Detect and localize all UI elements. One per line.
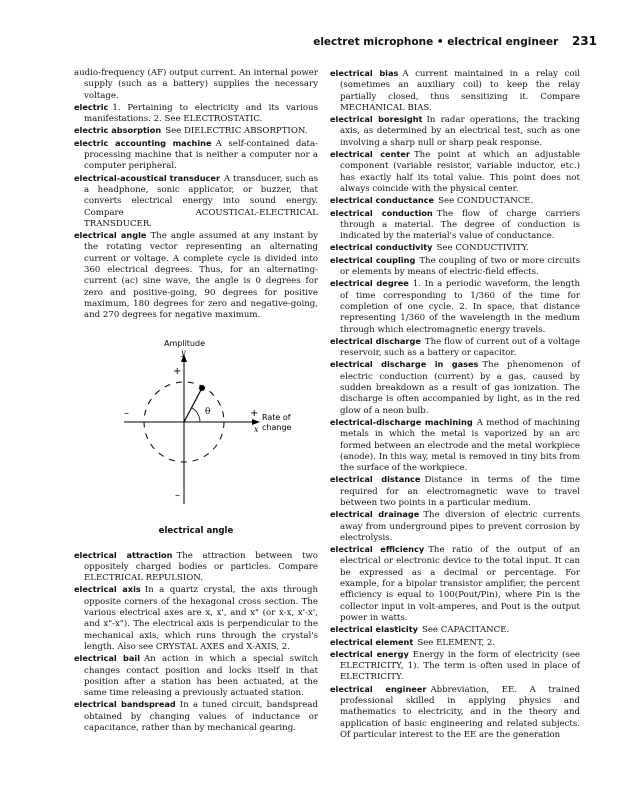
dictionary-entry (330, 195, 580, 207)
rate-label-2: change (262, 422, 292, 432)
amplitude-label: Amplitude (164, 338, 205, 348)
entry-term: electrical element (330, 636, 414, 647)
minus-left-label: – (124, 407, 129, 419)
dictionary-entry (330, 637, 580, 649)
entry-definition: In a quartz crystal, the axis through opposite corners of the hexagonal cross section. The various electrical axes are x, x', and x" (or x-x, x'-x', and x"-x"). The electrical axis is perpendicular to the mechanical axis, which runs through the crystal's length. Also see CRYSTAL AXES and X-AXIS, 2. (84, 585, 319, 652)
entry-definition: 1. Pertaining to electricity and its various manifestations. 2. See ELECTROSTATIC. (84, 102, 318, 125)
entry-term: electrical drainage (330, 509, 420, 520)
entry-definition: In radar operations, the tracking axis, as determined by an electrical test, such as one involving a sharp null or sharp peak response. (340, 115, 580, 148)
angle-arc (192, 408, 200, 422)
dictionary-entry (74, 138, 318, 173)
minus-bottom-label: – (175, 489, 180, 501)
entry-term: electric (74, 101, 109, 112)
entry-definition: Abbreviation, EE. A trained professional skilled in applying physics and mathematics to electricity, and in the theory and application of basic engineering and related subjects. Of particular interest to the EE are the generation (340, 684, 580, 740)
dictionary-entry (330, 417, 580, 474)
entry-term: electrical efficiency (330, 544, 425, 555)
entry-definition: In a tuned circuit, bandspread obtained by changing values of inductance or capacitance, rather than by mechanical gearing. (84, 700, 318, 733)
dictionary-entry (74, 173, 318, 230)
page-number: 231 (571, 34, 597, 48)
left-column (74, 68, 318, 734)
entry-term: electric accounting machine (74, 137, 212, 148)
dictionary-entry (74, 68, 318, 102)
entry-definition: The flow of current out of a voltage reservoir, such as a battery or capacitor. (340, 336, 580, 359)
entry-definition: Distance in terms of the time required for an electromagnetic wave to travel between two points in a particular medium. (340, 475, 580, 508)
entry-term: electrical degree (330, 278, 409, 289)
entry-definition: 1. In a periodic waveform, the length of time corresponding to 1/360 of the time for completion of one cycle. 2. In space, that distance representing 1/360 of the wavelength in the medium through which electromagnetic energy travels. (340, 279, 580, 335)
dictionary-entry (330, 255, 580, 279)
entry-term: electrical energy (330, 648, 409, 659)
entry-term: electrical elasticity (330, 624, 418, 635)
entry-definition: The phenomenon of electric conduction (current) by a gas, caused by sudden breakdown as a result of gas ionization. The discharge is often accompanied by light, as in the red glow of a neon bulb. (340, 360, 580, 416)
dictionary-entry (330, 336, 580, 360)
dictionary-entry (74, 653, 318, 699)
electrical-angle-figure (74, 334, 318, 544)
entry-term: electrical engineer (330, 683, 427, 694)
plus-right-label: + (250, 407, 259, 419)
electrical-angle-diagram (74, 334, 318, 534)
dictionary-entry (330, 509, 580, 544)
dictionary-entry (74, 550, 318, 585)
entry-definition: A transducer, such as a headphone, sonic applicator, or buzzer, that converts electrical energy into sound energy. Compare ACOUSTICAL-ELECTRICAL TRANSDUCER. (84, 173, 319, 229)
entry-term: electrical distance (330, 474, 421, 485)
entry-definition: The flow of charge carriers through a material. The degree of conduction is indicated by the material's value of conductance. (340, 208, 580, 242)
running-header (313, 34, 597, 48)
header-title: electret microphone • electrical engineer (313, 36, 559, 48)
entry-term: electrical coupling (330, 254, 416, 265)
dictionary-entry (74, 125, 318, 137)
entry-term: electrical axis (74, 584, 141, 595)
dictionary-entry (330, 278, 580, 335)
entry-term: electrical discharge in gases (330, 359, 479, 370)
entry-definition: See DIELECTRIC ABSORPTION. (165, 126, 308, 137)
dictionary-entry (74, 584, 318, 653)
entry-term: electrical attraction (74, 549, 173, 560)
dictionary-entry (74, 699, 318, 734)
entry-definition: An action in which a special switch changes contact position and locks itself in that position after a station has been actuated, at the same time releasing a previously actuated station. (84, 654, 318, 699)
dictionary-entry (330, 649, 580, 684)
left-bottom-entries (74, 550, 318, 735)
entry-term: electrical conductance (330, 195, 435, 206)
entry-term: electrical bandspread (74, 699, 176, 710)
entry-definition: A self-contained data-processing machine that is neither a computer nor a computer peripheral. (84, 138, 318, 172)
dictionary-entry (330, 242, 580, 254)
entry-definition: A method of machining metals in which the metal is vaporized by an arc formed between an electrode and the metal workpiece (anode). In this way, metal is removed in tiny bits from the surface of the workpiece. (340, 417, 580, 474)
dictionary-entry (330, 474, 580, 509)
x-label: x (254, 424, 259, 434)
entry-term: electrical conductivity (330, 242, 433, 253)
dictionary-entry (74, 102, 318, 126)
dictionary-entry (330, 624, 580, 636)
entry-term: electrical-acoustical transducer (74, 172, 220, 183)
entry-definition: audio-frequency (AF) output current. An internal power supply (such as a battery) supplies the necessary voltage. (74, 68, 318, 101)
dictionary-entry (74, 230, 318, 321)
entry-term: electrical conduction (330, 207, 433, 218)
entry-definition: The point at which an adjustable component (variable resistor, variable inductor, etc.) has exactly half its total value. This point does not always coincide with the physical center. (340, 150, 580, 194)
entry-definition: See CAPACITANCE. (421, 625, 510, 636)
entry-definition: The diversion of electric currents away from underground pipes to prevent corrosion by electrolysis. (340, 510, 580, 543)
dictionary-entry (330, 68, 580, 114)
entry-term: electrical-discharge machining (330, 416, 473, 427)
entry-term: electrical angle (74, 230, 147, 241)
dictionary-entry (330, 208, 580, 243)
vector-tip (199, 385, 205, 391)
entry-term: electrical discharge (330, 335, 421, 346)
right-column (330, 68, 580, 741)
y-label: y (181, 347, 186, 357)
entry-definition: A current maintained in a relay coil (sometimes an auxiliary coil) to keep the relay partially closed, thus sensitizing it. Compare MECHANICAL BIAS. (340, 69, 580, 113)
dictionary-entry (330, 114, 580, 149)
entry-term: electric absorption (74, 125, 162, 136)
entry-definition: See CONDUCTANCE. (438, 196, 534, 207)
entry-definition: See ELEMENT, 2. (417, 637, 496, 648)
theta-label: θ (205, 406, 211, 417)
entry-definition: Energy in the form of electricity (see ELECTRICITY, 1). The term is often used in place of ELECTRICITY. (340, 649, 580, 683)
figure-caption: electrical angle (158, 525, 234, 536)
dictionary-entry (330, 684, 580, 741)
dictionary-entry (330, 149, 580, 195)
dictionary-entry (330, 359, 580, 416)
plus-top-label: + (173, 365, 182, 377)
entry-definition: The attraction between two oppositely charged bodies or particles. Compare ELECTRICAL REPULSION. (84, 550, 318, 584)
entry-definition: The angle assumed at any instant by the rotating vector representing an alternating current or voltage. A complete cycle is divided into 360 electrical degrees. Thus, for an alternating-current (ac) sine wave, the angle is 0 degrees for zero and positive-going, 90 degrees for positive maximum, 180 degrees for zero and negative-going, and 270 degrees for negative maximum. (84, 231, 318, 321)
entry-term: electrical boresight (330, 114, 423, 125)
dictionary-entry (330, 544, 580, 624)
entry-term: electrical center (330, 149, 410, 160)
entry-term: electrical bail (74, 653, 141, 664)
entry-definition: See CONDUCTIVITY. (436, 243, 529, 254)
left-top-entries (74, 68, 318, 322)
entry-definition: The coupling of two or more circuits or elements by means of electric-field effects. (340, 255, 580, 278)
entry-term: electrical bias (330, 68, 399, 78)
rate-label-1: Rate of (262, 412, 291, 422)
entry-definition: The ratio of the output of an electrical or electronic device to the total input. It can be expressed as a decimal or percentage. For example, for a bipolar transistor amplifier, the percent efficiency is equal to 100(Pout/Pin), where Pin is the collector input in volt-amperes, and Pout is the output power in watts. (340, 545, 580, 623)
